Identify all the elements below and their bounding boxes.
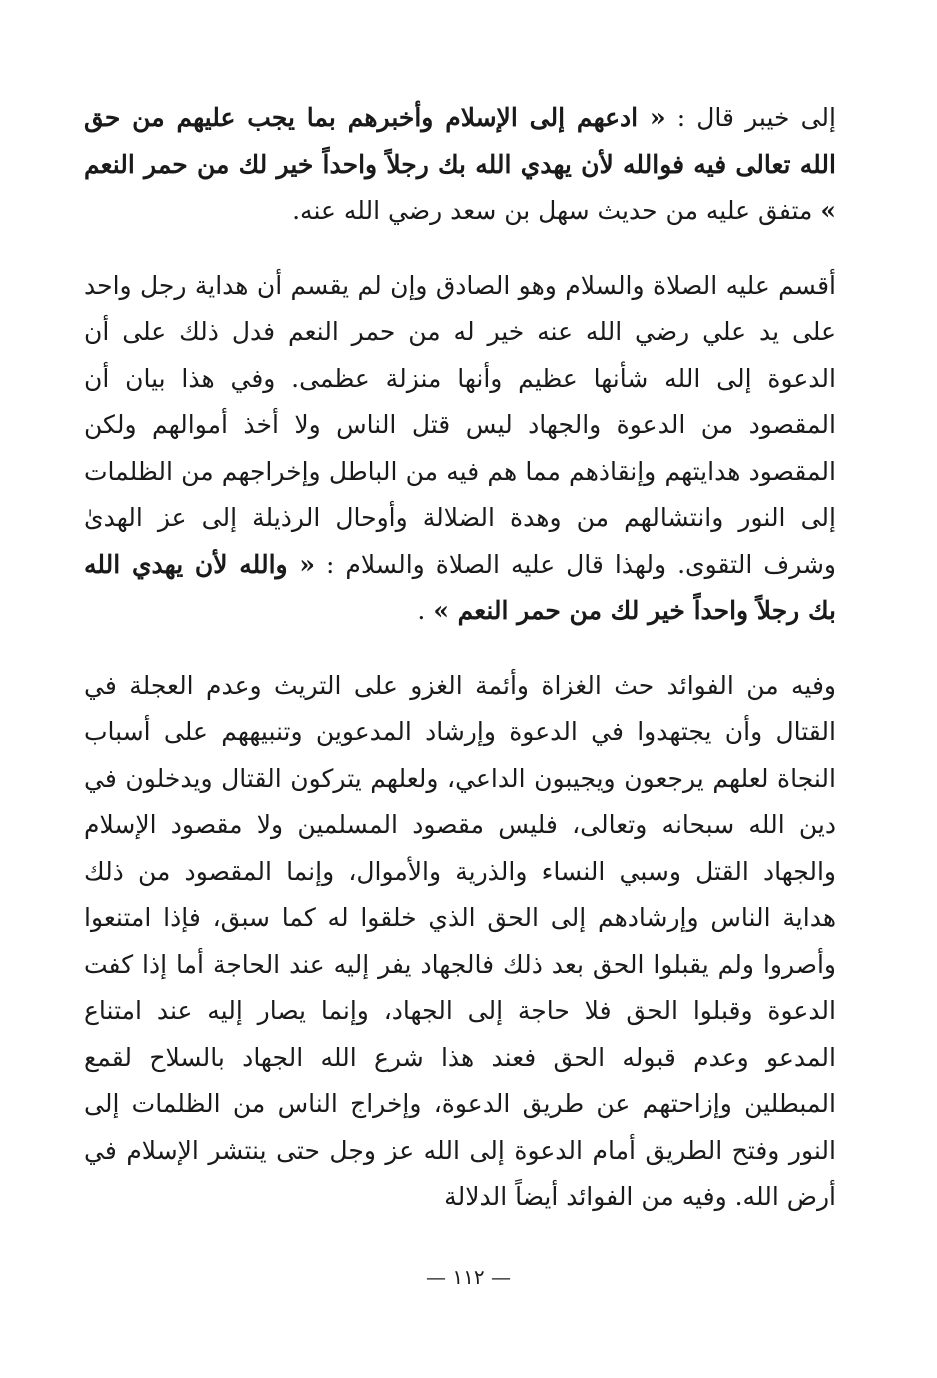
paragraph-text: متفق عليه من حديث سهل بن سعد رضي الله عنه. (292, 196, 821, 225)
paragraph-text: أقسم عليه الصلاة والسلام وهو الصادق وإن لم يقسم أن هداية رجل واحد على يد علي رضي الله عنه خير له من حمر النعم فدل ذلك على أن الدعوة إلى الله شأنها عظيم وأنها منزلة عظمى. وفي هذا بيان أن المقصود من الدعوة والجهاد ليس قتل الناس ولا أخذ أموالهم ولكن المقصود هدايتهم وإنقاذهم مما هم فيه من الباطل وإخراجهم من الظلمات إلى النور وانتشالهم من وهدة الضلالة وأوحال الرذيلة إلى عز الهدىٰ وشرف التقوى. ولهذا قال عليه الصلاة والسلام : (84, 270, 837, 579)
page-body (84, 95, 836, 1221)
paragraph-text: إلى خيبر قال : (665, 103, 836, 132)
paragraph-benefits (84, 663, 836, 1221)
hadith-quote: « والله لأن يهدي الله بك رجلاً واحداً خير لك من حمر النعم » (84, 549, 836, 625)
paragraph-text: وفيه من الفوائد حث الغزاة وأئمة الغزو على التريث وعدم العجلة في القتال وأن يجتهدوا في الدعوة وإرشاد المدعوين وتنبيههم على أسباب النجاة لعلهم يرجعون ويجيبون الداعي، ولعلهم يتركون القتال ويدخلون في دين الله سبحانه وتعالى، فليس مقصود المسلمين ولا مقصود الإسلام والجهاد القتل وسبي النساء والذرية والأموال، وإنما المقصود من ذلك هداية الناس وإرشادهم إلى الحق الذي خلقوا له كما سبق، فإذا امتنعوا وأصروا ولم يقبلوا الحق بعد ذلك فالجهاد يفر إليه عند الحاجة أما إذا كفت الدعوة وقبلوا الحق فلا حاجة إلى الجهاد، وإنما يصار إليه عند امتناع المدعو وعدم قبوله الحق فعند هذا شرع الله الجهاد بالسلاح لقمع المبطلين وإزاحتهم عن طريق الدعوة، وإخراج الناس من الظلمات إلى النور وفتح الطريق أمام الدعوة إلى الله عز وجل حتى ينتشر الإسلام في أرض الله. وفيه من الفوائد أيضاً الدلالة (84, 670, 836, 1211)
paragraph-text: . (417, 596, 434, 625)
paragraph-commentary (84, 263, 836, 635)
paragraph-hadith-khaybar (84, 95, 836, 235)
page-number: — ١١٢ — (426, 1265, 511, 1289)
hadith-quote: « ادعهم إلى الإسلام وأخبرهم بما يجب عليهم من حق الله تعالى فيه فوالله لأن يهدي الله بك رجلاً واحداً خير لك من حمر النعم » (84, 103, 836, 225)
